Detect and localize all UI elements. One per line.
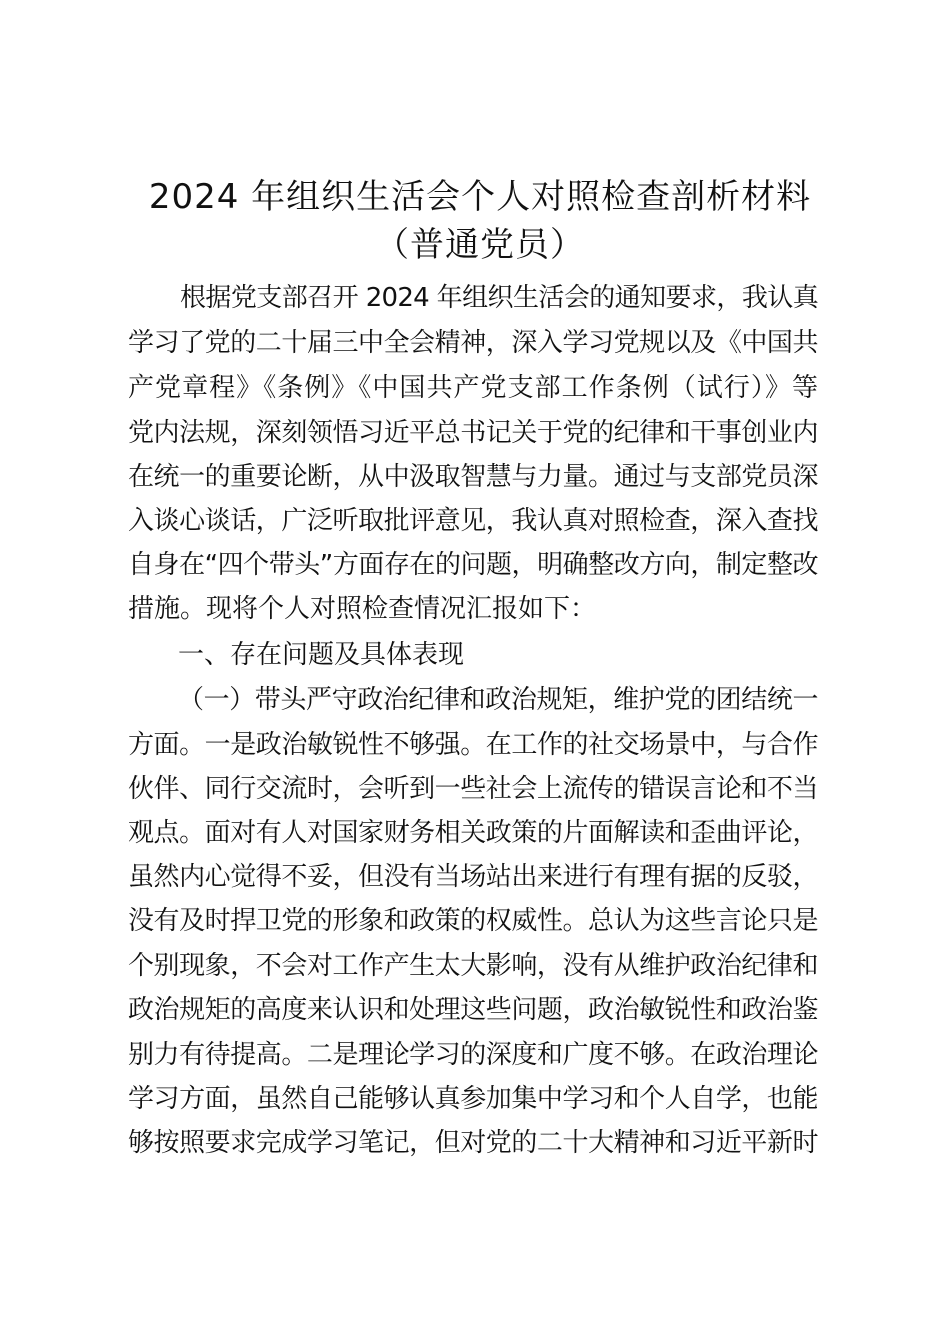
body-line: 学习方面，虽然自己能够认真参加集中学习和个人自学，也能 (128, 1084, 818, 1114)
body-line: 学习了党的二十届三中全会精神，深入学习党规以及《中国共 (128, 328, 818, 358)
body-line: 别力有待提高。二是理论学习的深度和广度不够。在政治理论 (128, 1040, 818, 1070)
subsection-heading: （一）带头严守政治纪律和政治规矩，维护党的团结统一 (178, 685, 818, 715)
body-line: 观点。面对有人对国家财务相关政策的片面解读和歪曲评论， (128, 818, 818, 848)
body-line: 伙伴、同行交流时，会听到一些社会上流传的错误言论和不当 (128, 774, 818, 804)
body-line: 个别现象，不会对工作产生太大影响，没有从维护政治纪律和 (128, 951, 818, 981)
body-line: 党内法规，深刻领悟习近平总书记关于党的纪律和干事创业内 (128, 418, 818, 448)
body-line: 虽然内心觉得不妥，但没有当场站出来进行有理有据的反驳， (128, 862, 818, 892)
body-line: 产党章程》《条例》《中国共产党支部工作条例（试行）》等 (128, 373, 818, 403)
body-line: 自身在“四个带头”方面存在的问题，明确整改方向，制定整改 (128, 550, 818, 580)
body-line: 方面。一是政治敏锐性不够强。在工作的社交场景中，与合作 (128, 730, 818, 760)
body-line: 够按照要求完成学习笔记，但对党的二十大精神和习近平新时 (128, 1128, 818, 1158)
body-line: 政治规矩的高度来认识和处理这些问题，政治敏锐性和政治鉴 (128, 995, 818, 1025)
body-line: 在统一的重要论断，从中汲取智慧与力量。通过与支部党员深 (128, 462, 818, 492)
section-heading: 一、存在问题及具体表现 (178, 640, 465, 670)
body-line: 根据党支部召开 2024 年组织生活会的通知要求，我认真 (180, 283, 818, 313)
document-subtitle: （普通党员） (375, 225, 585, 265)
body-line: 没有及时捍卫党的形象和政策的权威性。总认为这些言论只是 (128, 906, 818, 936)
body-line: 措施。现将个人对照检查情况汇报如下： (128, 594, 597, 624)
document-title: 2024 年组织生活会个人对照检查剖析材料 (148, 177, 812, 217)
body-line: 入谈心谈话，广泛听取批评意见，我认真对照检查，深入查找 (128, 506, 818, 536)
